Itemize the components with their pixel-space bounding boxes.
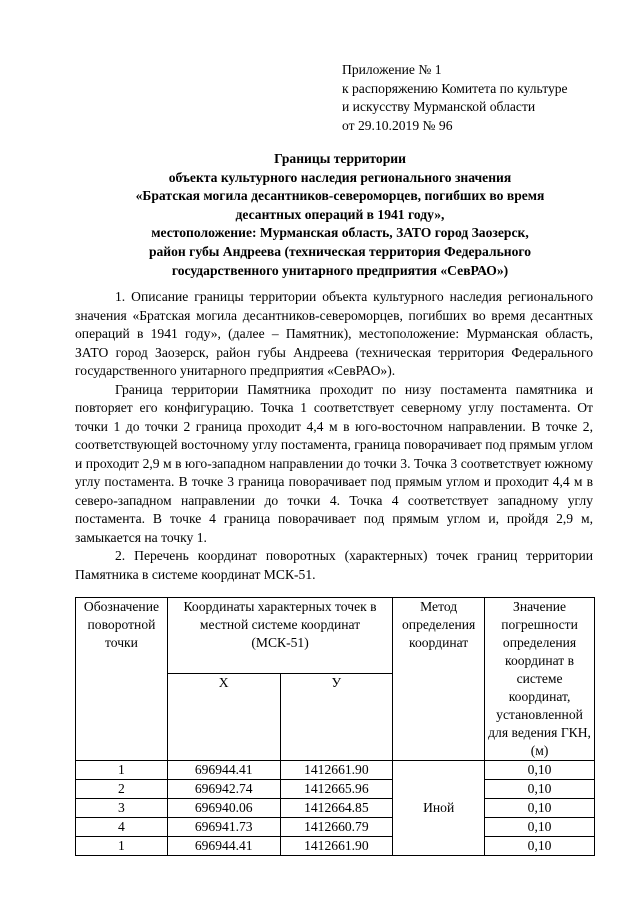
cell-x: 696940.06: [167, 799, 280, 818]
document-body: [75, 288, 593, 584]
header-y: У: [280, 674, 393, 761]
cell-point: 1: [76, 761, 168, 780]
cell-y: 1412660.79: [280, 818, 393, 837]
paragraph-coordinates-intro: 2. Перечень координат поворотных (характерных) точек границ территории Памятника в системе координат МСК-51.: [75, 548, 593, 582]
appendix-line: от 29.10.2019 № 96: [342, 117, 453, 133]
table-row: [76, 799, 595, 818]
table-row: [76, 780, 595, 799]
title-line: район губы Андреева (техническая территория Федерального: [148, 243, 532, 259]
cell-accuracy: 0,10: [485, 780, 595, 799]
cell-y: 1412661.90: [280, 837, 393, 856]
coordinates-table: [75, 597, 595, 856]
title-line: государственного унитарного предприятия «СевРАО»): [171, 262, 509, 278]
cell-point: 2: [76, 780, 168, 799]
cell-accuracy: 0,10: [485, 761, 595, 780]
appendix-header: [342, 61, 632, 135]
header-x: X: [167, 674, 280, 761]
cell-y: 1412661.90: [280, 761, 393, 780]
appendix-line: и искусству Мурманской области: [342, 99, 536, 114]
cell-accuracy: 0,10: [485, 837, 595, 856]
cell-point: 4: [76, 818, 168, 837]
cell-x: 696944.41: [167, 761, 280, 780]
table-row: [76, 837, 595, 856]
header-method: Метод определения координат: [393, 598, 485, 761]
header-accuracy: Значение погрешности определения координат в системе координат, установленной для ведения ГКН, (м): [485, 598, 595, 761]
appendix-line: Приложение № 1: [342, 62, 442, 77]
title-line: Границы территории: [274, 151, 406, 166]
cell-accuracy: 0,10: [485, 799, 595, 818]
paragraph-description: 1. Описание границы территории объекта культурного наследия регионального значения «Братская могила десантников-североморцев, погибших во время десантных операций в 1941 году», (далее – Памятник), местоположение: Мурманская область, ЗАТО город Заозерск, район губы Андреева (техническая территория Федерального государственного унитарного предприятия «СевРАО»).: [75, 289, 593, 378]
table-row: [76, 818, 595, 837]
document-title: [60, 150, 620, 280]
title-line: десантных операций в 1941 году»,: [235, 206, 445, 222]
cell-point: 3: [76, 799, 168, 818]
cell-x: 696942.74: [167, 780, 280, 799]
cell-x: 696941.73: [167, 818, 280, 837]
table-header-row: [76, 598, 595, 674]
cell-accuracy: 0,10: [485, 818, 595, 837]
table-row: [76, 761, 595, 780]
title-line: «Братская могила десантников-североморцев, погибших во время: [135, 188, 545, 204]
cell-y: 1412664.85: [280, 799, 393, 818]
title-line: объекта культурного наследия регионального значения: [168, 169, 512, 185]
cell-point: 1: [76, 837, 168, 856]
header-coordinates: Координаты характерных точек в местной системе координат (МСК-51): [167, 598, 392, 674]
cell-method: Иной: [393, 761, 485, 856]
paragraph-boundary: Граница территории Памятника проходит по низу постамента памятника и повторяет его конфигурацию. Точка 1 соответствует северному углу постамента. От точки 1 до точки 2 граница проходит 4,4 м в юго-восточном направлении. В точке 2, соответствующей восточному углу постамента, граница поворачивает под прямым углом и проходит 2,9 м в юго-западном направлении до точки 3. Точка 3 соответствует южному углу постамента. В точке 3 граница поворачивает под прямым углом и проходит 4,4 м в северо-западном направлении до точки 4. Точка 4 соответствует западному углу постамента. В точке 4 граница поворачивает под прямым углом и, пройдя 2,9 м, замыкается на точку 1.: [75, 381, 593, 545]
title-line: местоположение: Мурманская область, ЗАТО город Заозерск,: [151, 225, 529, 241]
header-point: Обозначение поворотной точки: [76, 598, 168, 761]
cell-y: 1412665.96: [280, 780, 393, 799]
cell-x: 696944.41: [167, 837, 280, 856]
appendix-line: к распоряжению Комитета по культуре: [342, 80, 568, 96]
